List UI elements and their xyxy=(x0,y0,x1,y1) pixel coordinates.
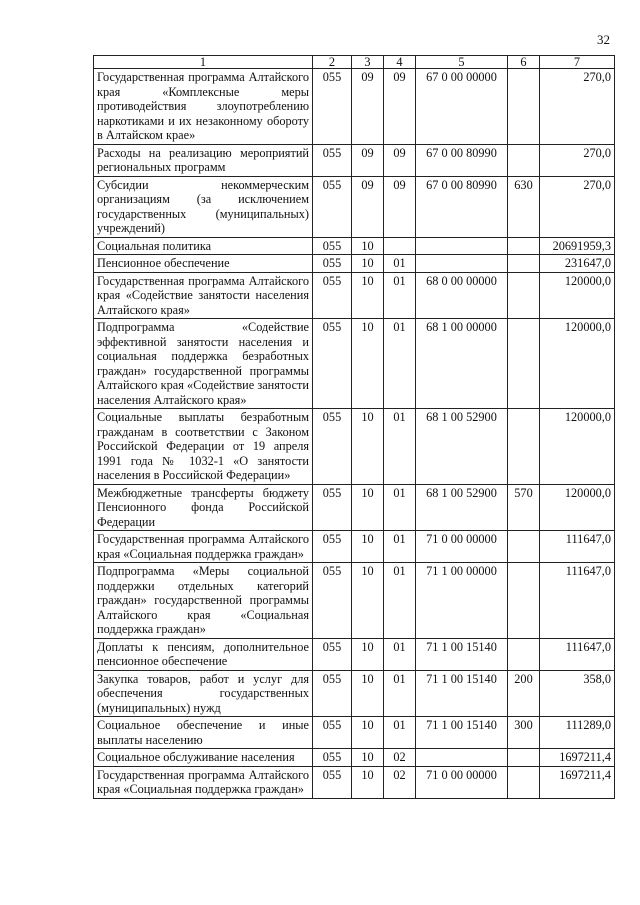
header-cell: 7 xyxy=(540,56,615,69)
header-cell: 5 xyxy=(416,56,508,69)
ministry-code-cell: 055 xyxy=(313,69,352,145)
expense-type-cell xyxy=(508,144,540,176)
section-code-cell: 10 xyxy=(352,409,384,485)
row-name-cell: Расходы на реализацию мероприятий региональных программ xyxy=(94,144,313,176)
section-code-cell: 09 xyxy=(352,144,384,176)
ministry-code-cell: 055 xyxy=(313,272,352,319)
amount-cell: 20691959,3 xyxy=(540,237,615,255)
subsection-code-cell: 01 xyxy=(384,484,416,531)
subsection-code-cell: 02 xyxy=(384,766,416,798)
expense-type-cell xyxy=(508,749,540,767)
page-number: 32 xyxy=(597,32,610,47)
section-code-cell: 10 xyxy=(352,255,384,273)
expense-type-cell xyxy=(508,531,540,563)
expense-type-cell: 630 xyxy=(508,176,540,237)
subsection-code-cell: 02 xyxy=(384,749,416,767)
subsection-code-cell: 01 xyxy=(384,319,416,409)
ministry-code-cell: 055 xyxy=(313,749,352,767)
table-row xyxy=(94,69,615,145)
target-article-cell xyxy=(416,749,508,767)
row-name-cell: Пенсионное обеспечение xyxy=(94,255,313,273)
expense-type-cell xyxy=(508,409,540,485)
header-cell: 6 xyxy=(508,56,540,69)
target-article-cell: 71 1 00 15140 xyxy=(416,638,508,670)
ministry-code-cell: 055 xyxy=(313,255,352,273)
row-name-cell: Государственная программа Алтайского края «Социальная поддержка граждан» xyxy=(94,531,313,563)
expense-type-cell xyxy=(508,563,540,639)
row-name-cell: Государственная программа Алтайского края «Содействие занятости населения Алтайского края» xyxy=(94,272,313,319)
section-code-cell: 10 xyxy=(352,484,384,531)
table-row xyxy=(94,531,615,563)
amount-cell: 231647,0 xyxy=(540,255,615,273)
expense-type-cell xyxy=(508,766,540,798)
subsection-code-cell: 01 xyxy=(384,409,416,485)
amount-cell: 111647,0 xyxy=(540,638,615,670)
expense-type-cell: 300 xyxy=(508,717,540,749)
amount-cell: 120000,0 xyxy=(540,272,615,319)
header-cell: 2 xyxy=(313,56,352,69)
amount-cell: 270,0 xyxy=(540,144,615,176)
table-row xyxy=(94,176,615,237)
ministry-code-cell: 055 xyxy=(313,717,352,749)
section-code-cell: 10 xyxy=(352,766,384,798)
table-row xyxy=(94,409,615,485)
subsection-code-cell: 09 xyxy=(384,69,416,145)
section-code-cell: 10 xyxy=(352,749,384,767)
ministry-code-cell: 055 xyxy=(313,144,352,176)
section-code-cell: 10 xyxy=(352,319,384,409)
row-name-cell: Подпрограмма «Меры социальной поддержки отдельных категорий граждан» государственной программы Алтайского края «Социальная поддержка граждан» xyxy=(94,563,313,639)
table-row xyxy=(94,766,615,798)
section-code-cell: 10 xyxy=(352,531,384,563)
ministry-code-cell: 055 xyxy=(313,319,352,409)
amount-cell: 270,0 xyxy=(540,69,615,145)
table-row xyxy=(94,144,615,176)
target-article-cell: 68 1 00 00000 xyxy=(416,319,508,409)
subsection-code-cell: 09 xyxy=(384,144,416,176)
ministry-code-cell: 055 xyxy=(313,237,352,255)
table-header-row xyxy=(94,56,615,69)
expense-type-cell: 200 xyxy=(508,670,540,717)
subsection-code-cell: 01 xyxy=(384,717,416,749)
ministry-code-cell: 055 xyxy=(313,531,352,563)
ministry-code-cell: 055 xyxy=(313,484,352,531)
row-name-cell: Социальное обслуживание населения xyxy=(94,749,313,767)
ministry-code-cell: 055 xyxy=(313,176,352,237)
amount-cell: 120000,0 xyxy=(540,319,615,409)
section-code-cell: 10 xyxy=(352,272,384,319)
row-name-cell: Закупка товаров, работ и услуг для обеспечения государственных (муниципальных) нужд xyxy=(94,670,313,717)
table-row xyxy=(94,237,615,255)
amount-cell: 358,0 xyxy=(540,670,615,717)
target-article-cell: 71 1 00 15140 xyxy=(416,717,508,749)
subsection-code-cell: 01 xyxy=(384,272,416,319)
target-article-cell: 68 0 00 00000 xyxy=(416,272,508,319)
section-code-cell: 10 xyxy=(352,563,384,639)
section-code-cell: 10 xyxy=(352,717,384,749)
subsection-code-cell: 01 xyxy=(384,638,416,670)
row-name-cell: Социальная политика xyxy=(94,237,313,255)
row-name-cell: Социальные выплаты безработным гражданам в соответствии с Законом Российской Федерации от 19 апреля 1991 года № 1032-1 «О занятости населения в Российской Федерации» xyxy=(94,409,313,485)
expense-type-cell xyxy=(508,272,540,319)
subsection-code-cell: 01 xyxy=(384,563,416,639)
row-name-cell: Субсидии некоммерческим организациям (за исключением государственных (муниципальных) учреждений) xyxy=(94,176,313,237)
row-name-cell: Социальное обеспечение и иные выплаты населению xyxy=(94,717,313,749)
table-row xyxy=(94,638,615,670)
expense-type-cell xyxy=(508,638,540,670)
ministry-code-cell: 055 xyxy=(313,638,352,670)
table-row xyxy=(94,563,615,639)
table-row xyxy=(94,717,615,749)
target-article-cell: 67 0 00 00000 xyxy=(416,69,508,145)
amount-cell: 1697211,4 xyxy=(540,749,615,767)
subsection-code-cell: 01 xyxy=(384,255,416,273)
header-cell: 4 xyxy=(384,56,416,69)
target-article-cell: 67 0 00 80990 xyxy=(416,176,508,237)
ministry-code-cell: 055 xyxy=(313,766,352,798)
table-row xyxy=(94,272,615,319)
ministry-code-cell: 055 xyxy=(313,563,352,639)
target-article-cell: 68 1 00 52900 xyxy=(416,409,508,485)
section-code-cell: 09 xyxy=(352,176,384,237)
header-cell: 1 xyxy=(94,56,313,69)
row-name-cell: Государственная программа Алтайского края «Комплексные меры противодействия злоупотреблению наркотиками и их незаконному обороту в Алтайском крае» xyxy=(94,69,313,145)
table-row xyxy=(94,484,615,531)
ministry-code-cell: 055 xyxy=(313,670,352,717)
expense-type-cell xyxy=(508,69,540,145)
target-article-cell: 71 1 00 15140 xyxy=(416,670,508,717)
row-name-cell: Государственная программа Алтайского края «Социальная поддержка граждан» xyxy=(94,766,313,798)
subsection-code-cell: 09 xyxy=(384,176,416,237)
expense-type-cell: 570 xyxy=(508,484,540,531)
amount-cell: 111647,0 xyxy=(540,531,615,563)
section-code-cell: 10 xyxy=(352,638,384,670)
row-name-cell: Межбюджетные трансферты бюджету Пенсионного фонда Российской Федерации xyxy=(94,484,313,531)
table-row xyxy=(94,749,615,767)
target-article-cell xyxy=(416,237,508,255)
ministry-code-cell: 055 xyxy=(313,409,352,485)
row-name-cell: Доплаты к пенсиям, дополнительное пенсионное обеспечение xyxy=(94,638,313,670)
table-row xyxy=(94,255,615,273)
expense-type-cell xyxy=(508,319,540,409)
section-code-cell: 10 xyxy=(352,670,384,717)
amount-cell: 111289,0 xyxy=(540,717,615,749)
subsection-code-cell: 01 xyxy=(384,670,416,717)
header-cell: 3 xyxy=(352,56,384,69)
target-article-cell: 71 1 00 00000 xyxy=(416,563,508,639)
target-article-cell xyxy=(416,255,508,273)
subsection-code-cell: 01 xyxy=(384,531,416,563)
table-row xyxy=(94,319,615,409)
table-row xyxy=(94,670,615,717)
amount-cell: 1697211,4 xyxy=(540,766,615,798)
expense-type-cell xyxy=(508,237,540,255)
target-article-cell: 71 0 00 00000 xyxy=(416,766,508,798)
amount-cell: 270,0 xyxy=(540,176,615,237)
section-code-cell: 10 xyxy=(352,237,384,255)
amount-cell: 111647,0 xyxy=(540,563,615,639)
row-name-cell: Подпрограмма «Содействие эффективной занятости населения и социальная поддержка безработных граждан» государственной программы Алтайского края «Содействие занятости населения Алтайского края» xyxy=(94,319,313,409)
target-article-cell: 67 0 00 80990 xyxy=(416,144,508,176)
budget-table xyxy=(93,55,615,799)
subsection-code-cell xyxy=(384,237,416,255)
expense-type-cell xyxy=(508,255,540,273)
amount-cell: 120000,0 xyxy=(540,484,615,531)
target-article-cell: 71 0 00 00000 xyxy=(416,531,508,563)
amount-cell: 120000,0 xyxy=(540,409,615,485)
section-code-cell: 09 xyxy=(352,69,384,145)
target-article-cell: 68 1 00 52900 xyxy=(416,484,508,531)
